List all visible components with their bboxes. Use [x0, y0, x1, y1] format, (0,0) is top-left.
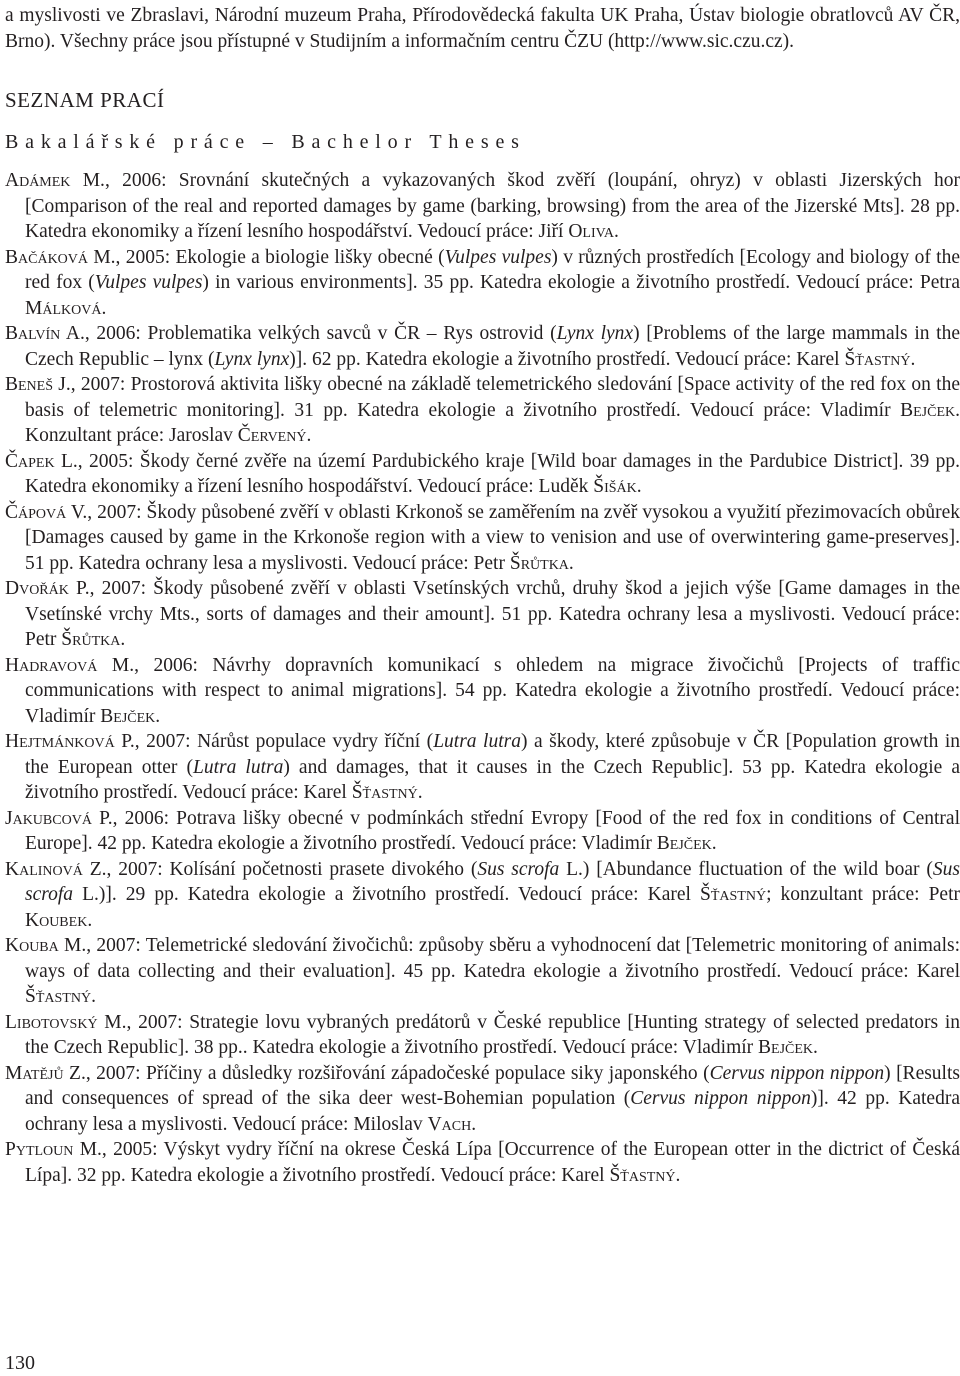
entry-text: .	[91, 986, 96, 1007]
author-name: Šrůtka	[61, 629, 121, 650]
author-name: Jakubcová	[5, 807, 92, 829]
author-name: Hadravová	[5, 654, 98, 676]
author-name: Šišák	[593, 476, 637, 497]
author-name: Šťastný	[25, 986, 92, 1007]
bibliography-entry	[5, 729, 960, 806]
author-name: Šrůtka	[509, 552, 569, 574]
entry-text: M., 2006: Návrhy dopravních komunikací s ohledem na migrace živočichů [Projects of traffic communications with respect to animal migrations]. 54 pp. Katedra ekologie a životního prostředí. Vedoucí práce: Vladimír	[25, 654, 960, 727]
entry-text: M., 2005: Výskyt vydry říční na okrese Česká Lípa [Occurrence of the European otter in the dictrict of Česká Lípa]. 32 pp. Katedra ekologie a životního prostředí. Vedoucí práce: Karel	[25, 1139, 960, 1186]
bibliography-entry	[5, 857, 960, 934]
entry-text: L.)]. 29 pp. Katedra ekologie a životního prostředí. Vedoucí práce: Karel	[73, 884, 700, 905]
bibliography-entry	[5, 372, 960, 449]
entry-text: .	[155, 705, 161, 727]
author-name: Oliva	[568, 221, 615, 242]
author-name: Šťastný	[351, 782, 418, 803]
author-name: Adámek	[5, 170, 71, 191]
latin-name: Lynx lynx	[214, 348, 290, 370]
entry-text: M.	[70, 170, 105, 191]
author-name: Dvořák	[5, 578, 69, 599]
entry-text: ) a škody, které způsobuje v ČR [Population growth in the European otter (	[25, 731, 960, 778]
entry-text: .	[813, 1037, 818, 1058]
intro-paragraph: a myslivosti ve Zbraslavi, Národní muzeum Praha, Přírodovědecká fakulta UK Praha, Ústav biologie obratlovců AV ČR, Brno). Všechny práce jsou přístupné v Studijním a informačním centru ČZU (http://www.sic.czu.cz).	[5, 5, 960, 52]
entry-text: .	[910, 348, 916, 370]
entry-text: A., 2006: Problematika velkých savců v ČR – Rys ostrovid (	[60, 323, 557, 344]
bibliography-entry	[5, 1137, 960, 1188]
author-name: Šťastný	[844, 348, 911, 370]
entry-text: M., 2005: Ekologie a biologie lišky obecné (	[88, 246, 445, 268]
latin-name: Sus scrofa	[477, 858, 560, 880]
entry-text: Z., 2007: Kolísání početnosti prasete divokého (	[82, 858, 478, 880]
entry-text: P., 2006: Potrava lišky obecné v podmínkách střední Evropy [Food of the red fox in conditions of Central Europe]. 42 pp. Katedra ekologie a životního prostředí. Vedoucí práce: Vladimír	[25, 807, 960, 854]
author-name: Šťastný	[609, 1164, 676, 1186]
entry-text: .	[471, 1113, 477, 1135]
bibliography-entry	[5, 1061, 960, 1138]
author-name: Bejček	[656, 833, 712, 854]
author-name: Bejček	[900, 399, 956, 421]
bibliography-entry	[5, 806, 960, 857]
entry-text: , 2006: Srovnání skutečných a vykazovaných škod zvěří (loupání, ohryz) v oblasti Jizerských hor [Comparison of the real and reported damages by game (barking, browsing) from the area of the Jizerské Mts]. 28 pp. Katedra ekonomiky a řízení lesního hospodářství. Vedoucí práce: Jiří	[25, 170, 960, 242]
bibliography-entry	[5, 245, 960, 322]
bibliography-entry	[5, 933, 960, 1010]
author-name: Koubek	[25, 909, 88, 931]
entry-text: ) in various environments]. 35 pp. Katedra ekologie a životního prostředí. Vedoucí práce: Petra	[202, 272, 960, 293]
subtitle: Bakalářské práce – Bachelor Theses	[5, 131, 526, 153]
author-name: Šťastný	[700, 884, 767, 905]
author-name: Čapek	[5, 450, 55, 472]
author-name: Bejček	[758, 1037, 814, 1058]
entry-text: ) [Problems of the large mammals in the Czech Republic – lynx (	[25, 323, 960, 370]
entry-text: )]. 62 pp. Katedra ekologie a životního prostředí. Vedoucí práce: Karel	[289, 348, 845, 370]
latin-name: Lynx lynx	[556, 323, 634, 344]
author-name: Bejček	[100, 705, 156, 727]
entry-text: . Konzultant práce: Jaroslav	[25, 399, 960, 446]
author-name: Balvín	[5, 323, 61, 344]
entry-text: ) and damages, that it causes in the Czech Republic]. 53 pp. Katedra ekologie a životního prostředí. Vedoucí práce: Karel	[25, 756, 960, 803]
bibliography-entry	[5, 653, 960, 730]
section-title: SEZNAM PRACÍ	[5, 88, 165, 112]
author-name: Vach	[427, 1113, 472, 1135]
latin-name: Lutra lutra	[193, 756, 284, 778]
entry-text: .	[306, 425, 312, 446]
entry-text: M., 2007: Strategie lovu vybraných predátorů v České republice [Hunting strategy of selected predators in the Czech Republic]. 38 pp.. Katedra ekologie a životního prostředí. Vedoucí práce: Vladimír	[25, 1011, 960, 1058]
author-name: Bačáková	[5, 246, 89, 268]
bibliography-entry	[5, 321, 960, 372]
bibliography-list	[5, 168, 960, 1188]
entry-text: .	[120, 629, 126, 650]
latin-name: Vulpes vulpes	[444, 246, 552, 268]
entry-text: J., 2007: Prostorová aktivita lišky obecné na základě telemetrického sledování [Space activity of the red fox on the basis of telemetric monitoring]. 31 pp. Katedra ekologie a životního prostředí. Vedoucí práce: Vladimír	[25, 374, 960, 421]
entry-text: P., 2007: Nárůst populace vydry říční (	[114, 731, 434, 752]
entry-text: .	[711, 833, 717, 854]
document-page	[5, 0, 960, 1188]
entry-text: V., 2007: Škody působené zvěří v oblasti Krkonoš se zaměřením na zvěř vysokou a využití přezimovacích obůrek [Damages caused by game in the Krkonoše region with a view to venision and use of overwintering game-preserves]. 51 pp. Katedra ochrany lesa a myslivosti. Vedoucí práce: Petr	[25, 501, 960, 574]
entry-text: P., 2007: Škody působené zvěří v oblasti Vsetínských vrchů, druhy škod a jejich výše [Game damages in the Vsetínské vrchy Mts., sorts of damages and their amount]. 51 pp. Katedra ochrany lesa a myslivosti. Vedoucí práce: Petr	[25, 578, 960, 650]
author-name: Matějů	[5, 1062, 64, 1084]
entry-text: .	[614, 221, 619, 242]
bibliography-entry	[5, 168, 960, 245]
entry-text: )]. 42 pp. Katedra ochrany lesa a myslivosti. Vedoucí práce: Miloslav	[25, 1088, 960, 1135]
latin-name: Cervus nippon nippon	[630, 1088, 811, 1109]
author-name: Červený	[237, 425, 307, 446]
author-name: Kalinová	[5, 858, 83, 880]
entry-text: .	[636, 476, 642, 497]
author-name: Čápová	[5, 501, 67, 523]
bibliography-entry	[5, 1010, 960, 1061]
bibliography-entry	[5, 449, 960, 500]
author-name: Hejtmánková	[5, 731, 115, 752]
latin-name: Vulpes vulpes	[94, 272, 203, 293]
entry-text: ; konzultant práce: Petr	[766, 884, 960, 905]
author-name: Málková	[25, 297, 102, 319]
entry-text: ) v různých prostředích [Ecology and biology of the red fox (	[25, 246, 960, 293]
entry-text: ) [Results and consequences of spread of the sika deer west-Bohemian population (	[25, 1062, 960, 1109]
entry-text: .	[87, 909, 93, 931]
page-number: 130	[5, 1352, 35, 1374]
author-name: Kouba	[5, 935, 59, 956]
entry-text: .	[417, 782, 423, 803]
entry-text: .	[101, 297, 107, 319]
latin-name: Sus scrofa	[25, 858, 960, 905]
entry-text: .	[675, 1164, 681, 1186]
author-name: Beneš	[5, 374, 54, 395]
entry-text: L., 2005: Škody černé zvěře na území Pardubického kraje [Wild boar damages in the Pardubice District]. 39 pp. Katedra ekonomiky a řízení lesního hospodářství. Vedoucí práce: Luděk	[25, 450, 960, 497]
bibliography-entry	[5, 500, 960, 577]
author-name: Libotovský	[5, 1011, 98, 1033]
entry-text: Z., 2007: Příčiny a důsledky rozšiřování západočeské populace siky japonského (	[63, 1062, 710, 1084]
entry-text: M., 2007: Telemetrické sledování živočichů: způsoby sběru a vyhodnocení dat [Telemetric monitoring of animals: ways of data collecting and their evaluation]. 45 pp. Katedra ekologie a životního prostředí. Vedoucí práce: Karel	[25, 935, 960, 982]
entry-text: .	[568, 552, 574, 574]
latin-name: Lutra lutra	[433, 731, 521, 752]
entry-text: L.) [Abundance fluctuation of the wild boar (	[559, 858, 933, 880]
latin-name: Cervus nippon nippon	[709, 1062, 885, 1084]
bibliography-entry	[5, 576, 960, 653]
author-name: Pytloun	[5, 1139, 74, 1160]
